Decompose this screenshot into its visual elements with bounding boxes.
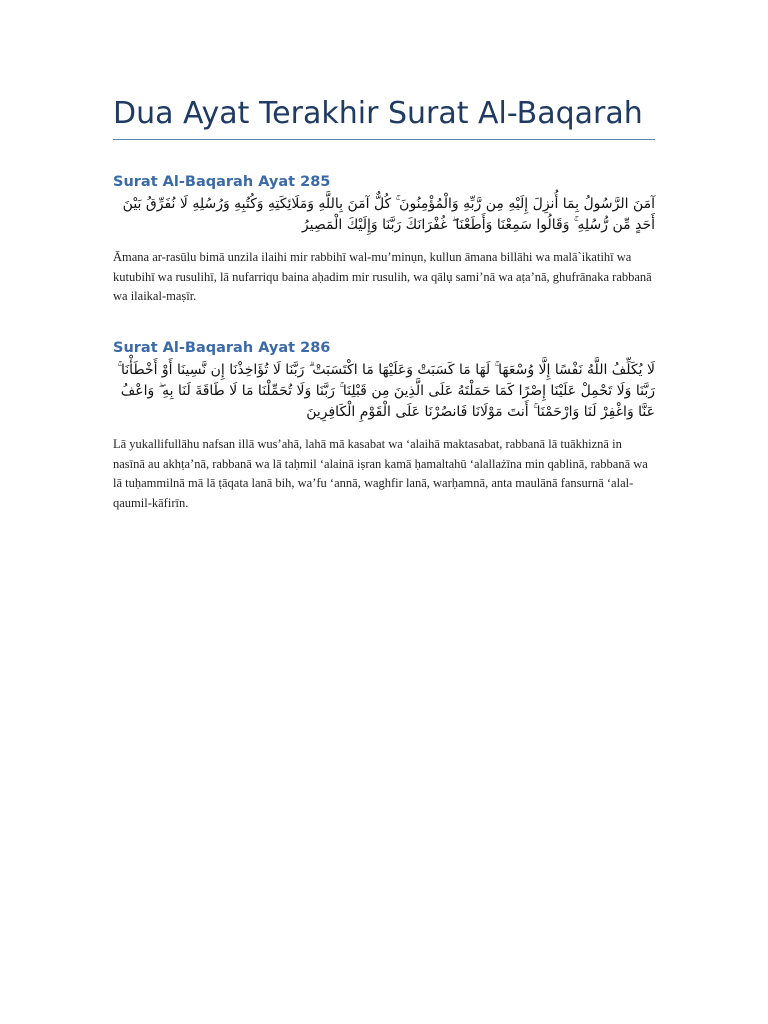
section-ayat-285 bbox=[113, 172, 655, 307]
section-ayat-286 bbox=[113, 338, 655, 513]
document-title: Dua Ayat Terakhir Surat Al-Baqarah bbox=[113, 96, 643, 131]
transliteration-paragraph: Āmana ar-rasūlu bimā unzila ilaihi mir rabbihī wal-mu’minụn, kullun āmana billāhi wa malā`ikatihī wa kutubihī wa rusulihī, lā nufarriqu baina aḥadim mir rusulih, wa qālụ sami’nā wa aṭa’nā, ghufrānaka rabbanā wa ilaikal-maṣīr. bbox=[113, 250, 652, 303]
arabic-verse: آمَنَ الرَّسُولُ بِمَا أُنزِلَ إِلَيْهِ مِن رَّبِّهِ وَالْمُؤْمِنُونَ ۚ كُلٌّ آمَنَ بِاللَّهِ وَمَلَائِكَتِهِ وَكُتُبِهِ وَرُسُلِهِ لَا نُفَرِّقُ بَيْنَ أَحَدٍ مِّن رُّسُلِهِ ۚ وَقَالُوا سَمِعْنَا وَأَطَعْنَا ۖ غُفْرَانَكَ رَبَّنَا وَإِلَيْكَ الْمَصِيرُ bbox=[122, 196, 655, 233]
transliteration-paragraph: Lā yukallifullāhu nafsan illā wus’ahā, lahā mā kasabat wa ‘alaihā maktasabat, rabbanā lā tuākhiznā in nasīnā au akhṭa’nā, rabbanā wa lā taḥmil ‘alainā iṣran kamā ḥamaltahū ‘alallażīna min qablinā, rabbanā wa lā tuḥammilnā mā lā ṭāqata lanā bih, wa’fu ‘annā, waghfir lanā, warḥamnā, anta maulānā fansurnā ‘alal-qaumil-kāfirīn. bbox=[113, 437, 648, 510]
title-underline bbox=[113, 139, 655, 140]
section-heading: Surat Al-Baqarah Ayat 286 bbox=[113, 340, 331, 356]
section-heading: Surat Al-Baqarah Ayat 285 bbox=[113, 174, 331, 190]
arabic-verse: لَا يُكَلِّفُ اللَّهُ نَفْسًا إِلَّا وُسْعَهَا ۚ لَهَا مَا كَسَبَتْ وَعَلَيْهَا مَا اكْتَسَبَتْ ۗ رَبَّنَا لَا تُؤَاخِذْنَا إِن نَّسِينَا أَوْ أَخْطَأْنَا ۚ رَبَّنَا وَلَا تَحْمِلْ عَلَيْنَا إِصْرًا كَمَا حَمَلْتَهُ عَلَى الَّذِينَ مِن قَبْلِنَا ۚ رَبَّنَا وَلَا تُحَمِّلْنَا مَا لَا طَاقَةَ لَنَا بِهِ ۖ وَاعْفُ عَنَّا وَاغْفِرْ لَنَا وَارْحَمْنَا ۚ أَنتَ مَوْلَانَا فَانصُرْنَا عَلَى الْقَوْمِ الْكَافِرِينَ bbox=[117, 362, 655, 420]
